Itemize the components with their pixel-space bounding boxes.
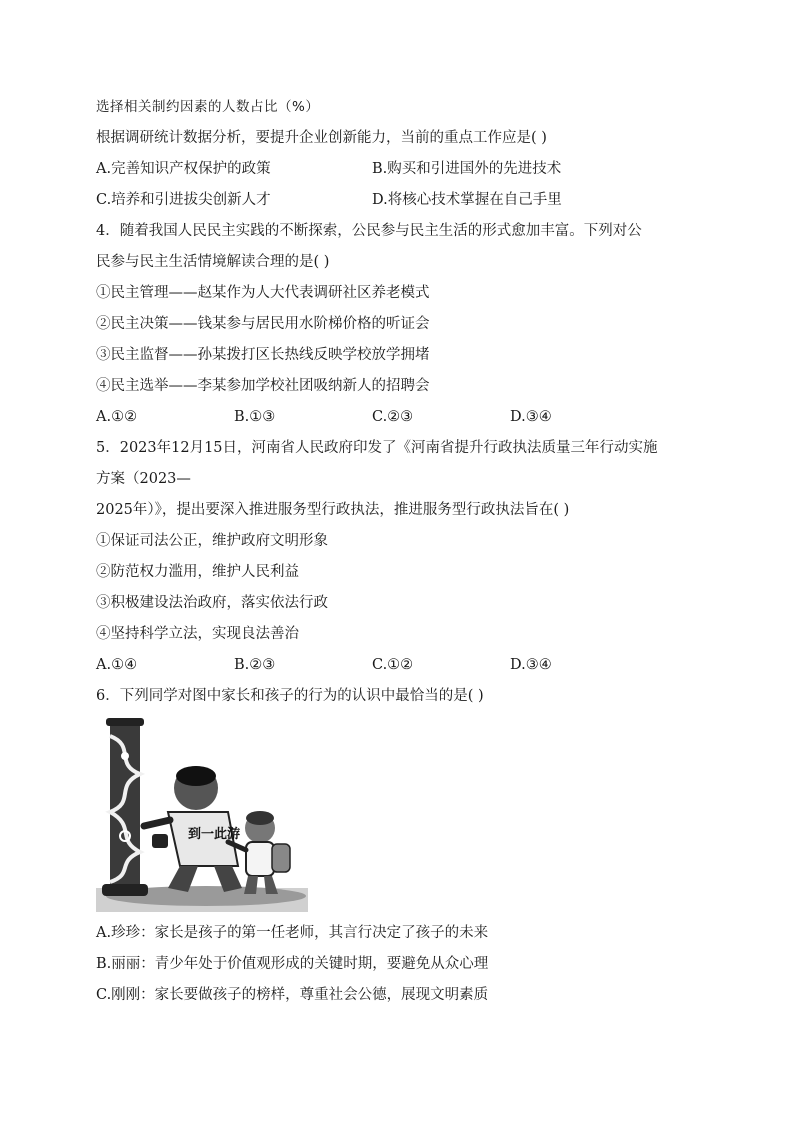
q4-item-3: ③民主监督——孙某拨打区长热线反映学校放学拥堵 <box>96 347 430 363</box>
q3-option-a[interactable]: A.完善知识产权保护的政策 <box>96 161 271 177</box>
q5-option-a[interactable]: A.①④ <box>96 657 138 673</box>
figure-graffiti-text-1: 到一此游 <box>188 827 241 842</box>
q5-item-3: ③积极建设法治政府，落实依法行政 <box>96 595 328 611</box>
q4-item-2: ②民主决策——钱某参与居民用水阶梯价格的听证会 <box>96 316 430 332</box>
q4-stem-line2: 民参与民主生活情境解读合理的是( ) <box>96 254 330 270</box>
q3-options-row2 <box>96 185 706 216</box>
q4-item-4: ④民主选举——李某参加学校社团吸纳新人的招聘会 <box>96 378 430 394</box>
q5-item-1: ①保证司法公正，维护政府文明形象 <box>96 533 328 549</box>
q6-stem: 6．下列同学对图中家长和孩子的行为的认识中最恰当的是( ) <box>96 688 484 704</box>
q5-stem-line2: 方案（2023— <box>96 471 191 487</box>
carved-pillar <box>102 718 148 896</box>
q5-item-4: ④坚持科学立法，实现良法善治 <box>96 626 299 642</box>
q6-option-a[interactable]: A.珍珍：家长是孩子的第一任老师，其言行决定了孩子的未来 <box>96 925 489 941</box>
q4-options <box>96 402 706 433</box>
q5-option-c[interactable]: C.①② <box>372 657 414 673</box>
q3-options-row1 <box>96 154 706 185</box>
q5-option-d[interactable]: D.③④ <box>510 657 552 673</box>
q4-item-1: ①民主管理——赵某作为人大代表调研社区养老模式 <box>96 285 430 301</box>
q6-option-b[interactable]: B.丽丽：青少年处于价值观形成的关键时期，要避免从众心理 <box>96 956 489 972</box>
q3-stem: 根据调研统计数据分析，要提升企业创新能力，当前的重点工作应是( ) <box>96 130 547 146</box>
q6-option-c[interactable]: C.刚刚：家长要做孩子的榜样，尊重社会公德，展现文明素质 <box>96 987 489 1003</box>
q4-option-a[interactable]: A.①② <box>96 409 138 425</box>
q5-stem-line3: 2025年）》，提出要深入推进服务型行政执法，推进服务型行政执法旨在( ) <box>96 502 570 518</box>
cartoon-illustration <box>96 716 308 912</box>
chart-caption: 选择相关制约因素的人数占比（%） <box>96 99 320 115</box>
adult-figure <box>144 766 242 892</box>
q3-option-c[interactable]: C.培养和引进拔尖创新人才 <box>96 192 271 208</box>
q4-option-d[interactable]: D.③④ <box>510 409 552 425</box>
q4-option-b[interactable]: B.①③ <box>234 409 276 425</box>
q3-option-d[interactable]: D.将核心技术掌握在自己手里 <box>372 192 562 208</box>
page-content <box>96 92 706 1011</box>
q5-item-2: ②防范权力滥用，维护人民利益 <box>96 564 299 580</box>
q3-option-b[interactable]: B.购买和引进国外的先进技术 <box>372 161 562 177</box>
q4-stem-line1: 4．随着我国人民民主实践的不断探索，公民参与民主生活的形式愈加丰富。下列对公 <box>96 223 642 239</box>
q4-option-c[interactable]: C.②③ <box>372 409 414 425</box>
q5-options <box>96 650 706 681</box>
q5-option-b[interactable]: B.②③ <box>234 657 276 673</box>
q5-stem-line1: 5．2023年12月15日，河南省人民政府印发了《河南省提升行政执法质量三年行动实施 <box>96 440 658 456</box>
